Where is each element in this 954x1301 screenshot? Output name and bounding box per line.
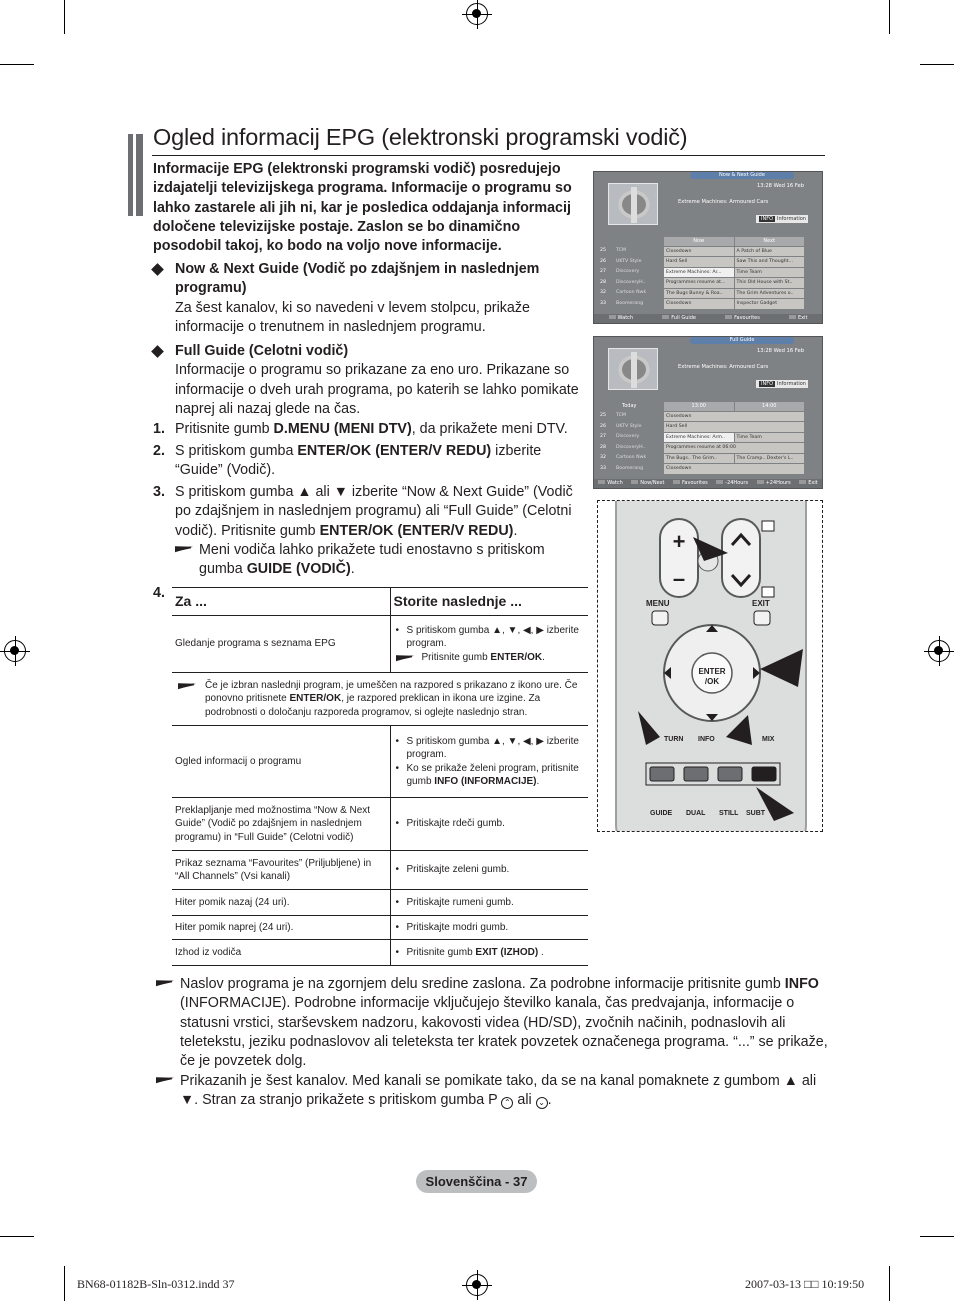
epg-row: 25 TCM Closedown A Patch of Blue: [600, 246, 805, 257]
screen-title: Full Guide: [690, 337, 794, 344]
title-rule: [152, 155, 825, 156]
info-note: Naslov programa je na zgornjem delu sredine zaslona. Za podrobne informacije pritisnite gumb INFO (INFORMACIJE). Podrobne informacije vključujejo številko kanala, čas predvajanja, informacije o statusni vrstici, starševskem nadzoru, kakovosti videa (HD/SD), zvočnih načinih, podnaslovih ali teletekstu, jeziku podnaslovov ali teleteksta ter kratek povzetek označenega programa. “...” se prikaže, če je povzetek dolg.: [156, 975, 828, 1071]
p-down-icon: ⌄: [536, 1097, 548, 1109]
crop-mark: [0, 64, 34, 65]
screen-program: Extreme Machines: Armoured Cars: [678, 364, 769, 370]
still-label: STILL: [719, 810, 739, 817]
step-2: 2. S pritiskom gumba ENTER/OK (ENTER/V REDU) izberite “Guide” (Vodič).: [153, 443, 542, 479]
screen-program: Extreme Machines: Armoured Cars: [678, 199, 769, 205]
epg-row: 25 TCM Closedown: [600, 411, 805, 422]
crop-mark: [889, 1266, 890, 1301]
note-arrow-icon: [156, 978, 176, 988]
crop-mark: [64, 0, 65, 34]
diamond-bullet-icon: [151, 345, 164, 358]
step-1: 1. Pritisnite gumb D.MENU (MENI DTV), da prikažete meni DTV.: [153, 421, 568, 437]
ok-label: /OK: [704, 677, 720, 686]
note-arrow-icon: [175, 544, 195, 554]
screen-footer: Watch Now/Next Favourites -24Hours +24Hours Exit: [594, 479, 822, 488]
registration-mark-icon: [466, 3, 488, 25]
epg-row: 28 DiscoveryH.. Programmes resume at... This Old House with St..: [600, 278, 805, 289]
yellow-button: [718, 767, 742, 781]
epg-screen-now-next: [593, 171, 823, 324]
crop-mark: [0, 1236, 34, 1237]
crop-mark: [889, 0, 890, 34]
epg-row: 28 DiscoveryH.. Programmes resume at 06:00: [600, 443, 805, 454]
epg-grid: Today 13:00 14:00 25 TCM Closedown 26 UKTV Style Hard Sell 27 Discovery Extreme Machines: Arm.. Time Team 28 DiscoveryH.. Programmes resume at 06:00 32 Cartoon Nwk The Bugs.. The Grim.. The Cramp.. Dexter's L.. 33 Boomerang Closedown: [600, 402, 805, 474]
remote-drawing: [598, 501, 823, 832]
step-3-note: Meni vodiča lahko prikažete tudi enostavno s pritiskom gumba GUIDE (VODIČ).: [175, 541, 575, 580]
crop-mark: [920, 1236, 954, 1237]
p-up-icon: ⌃: [501, 1097, 513, 1109]
bullet-text: Informacije o programu so prikazane za eno uro. Prikazane so informacije o dveh urah programa, po katerih se lahko pomikate naprej ali nazaj glede na čas.: [175, 362, 579, 417]
svg-text:–: –: [672, 566, 686, 591]
actions-table: [172, 587, 588, 966]
crop-mark: [64, 1266, 65, 1301]
page-title: Ogled informacij EPG (elektronski programski vodič): [153, 124, 688, 150]
epg-row: 32 Cartoon Nwk The Bugs.. The Grim.. The Cramp.. Dexter's L..: [600, 453, 805, 464]
red-button: [650, 767, 674, 781]
note-arrow-icon: [396, 653, 416, 663]
screen-title: Now & Next Guide: [690, 172, 794, 179]
table-row: Prikaz seznama “Favourites” (Priljubljene) in “All Channels” (Vsi kanali) • Pritiskajte zeleni gumb.: [172, 851, 588, 890]
remote-illustration: [597, 500, 823, 832]
bullet-heading: Full Guide (Celotni vodič): [175, 343, 349, 359]
registration-mark-icon: [4, 640, 26, 662]
bullet-full-guide: [153, 342, 583, 419]
screen-footer: Watch Full Guide Favourites Exit: [594, 314, 822, 323]
table-row-note: Če je izbran naslednji program, je umeščen na razpored s prikazano z ikono ure. Če ponovno pritisnete ENTER/OK, je razpored preklican in ikona ure izgine. Za podrobnosti o določanju razporeda programov, si oglejte naslednjo stran.: [172, 673, 588, 726]
registration-mark-icon: [466, 1274, 488, 1296]
epg-screen-full-guide: [593, 336, 823, 489]
table-row: Hiter pomik nazaj (24 uri). • Pritiskajte rumeni gumb.: [172, 890, 588, 916]
epg-row: 33 Boomerang Closedown: [600, 464, 805, 475]
return-label: TURN: [664, 736, 684, 743]
epg-row: 32 Cartoon Nwk The Bugs Bunny & Roa.. The Grim Adventures o..: [600, 288, 805, 299]
title-side-bar: [128, 134, 143, 216]
table-row: Ogled informacij o programu • S pritiskom gumba ▲, ▼, ◀, ▶ izberite program. • Ko se prikaže želeni program, pritisnite gumb INFO (INFORMACIJE).: [172, 726, 588, 798]
screen-date: 13:28 Wed 16 Feb: [757, 183, 804, 189]
subt-label: SUBT: [746, 810, 766, 817]
enter-label: ENTER: [698, 667, 726, 676]
epg-row: 26 UKTV Style Hard Sell: [600, 422, 805, 433]
epg-row: 27 Discovery Extreme Machines: Arm.. Time Team: [600, 432, 805, 443]
bullet-text: Za šest kanalov, ki so navedeni v levem stolpcu, prikaže informacije o trenutnem in naslednjem programu.: [175, 299, 530, 335]
exit-label: EXIT: [752, 599, 770, 608]
page-number-badge: Slovenščina - 37: [416, 1170, 537, 1193]
note-arrow-icon: [156, 1075, 176, 1085]
mix-label: MIX: [762, 736, 775, 743]
blue-button: [752, 767, 776, 781]
tv-thumbnail: [608, 183, 658, 225]
table-row: Izhod iz vodiča • Pritisnite gumb EXIT (IZHOD) .: [172, 940, 588, 966]
tv-thumbnail: [608, 348, 658, 390]
bullet-now-next: [153, 260, 583, 337]
bullet-heading: Now & Next Guide (Vodič po zdajšnjem in naslednjem programu): [175, 261, 540, 297]
channels-note: Prikazanih je šest kanalov. Med kanali se pomikate tako, da se na kanal pomaknete z gumbom ▲ ali ▼. Stran za stranjo prikažete s pritiskom gumba P ⌃ ali ⌄ .: [156, 1072, 828, 1111]
intro-paragraph: Informacije EPG (elektronski programski vodič) posredujejo izdajatelji televizijskega programa. Informacije o programu so lahko zastarele ali jih ni, kar je posledica oddajanja informacij določene televizijske postaje. Zaslon se bo dinamično posodobil takoj, ko bodo na voljo nove informacije.: [153, 161, 572, 255]
registration-mark-icon: [928, 640, 950, 662]
diamond-bullet-icon: [151, 263, 164, 276]
table-row: Gledanje programa s seznama EPG • S pritiskom gumba ▲, ▼, ◀, ▶ izberite program. • Pritisnite gumb ENTER/OK.: [172, 616, 588, 673]
menu-label: MENU: [646, 599, 670, 608]
svg-text:+: +: [672, 529, 686, 554]
epg-row: 26 UKTV Style Hard Sell Saw This and Thought...: [600, 257, 805, 268]
print-file-info: BN68-01182B-Sln-0312.indd 37: [77, 1277, 235, 1291]
crop-mark: [920, 64, 954, 65]
table-row: Preklapljanje med možnostima “Now & Next Guide” (Vodič po zdajšnjem in naslednjem programu) in “Full Guide” (Celotni vodič) • Pritiskajte rdeči gumb.: [172, 798, 588, 851]
print-date-info: 2007-03-13 □□ 10:19:50: [745, 1277, 865, 1291]
table-row: Hiter pomik naprej (24 uri). • Pritiskajte modri gumb.: [172, 916, 588, 940]
note-arrow-icon: [178, 681, 198, 691]
info-button: INFO Information: [756, 380, 808, 388]
epg-row: 33 Boomerang Closedown Inspector Gadget: [600, 299, 805, 310]
info-button: INFO Information: [756, 215, 808, 223]
epg-row: 27 Discovery Extreme Machines: Ar... Time Team: [600, 267, 805, 278]
step-3: 3. S pritiskom gumba ▲ ali ▼ izberite “Now & Next Guide” (Vodič po zdajšnjem in naslednjem programu) ali “Full Guide” (Celotni vodič). Pritisnite gumb ENTER/OK (ENTER/V REDU).: [153, 484, 573, 539]
table-header: Za ... Storite naslednje ...: [172, 588, 588, 616]
screen-date: 13:28 Wed 16 Feb: [757, 348, 804, 354]
guide-label: GUIDE: [650, 810, 673, 817]
dual-label: DUAL: [686, 810, 706, 817]
green-button: [684, 767, 708, 781]
epg-grid: Now Next 25 TCM Closedown A Patch of Blue 26 UKTV Style Hard Sell Saw This and Thought... 27 Discovery Extreme Machines: Ar... Time Team 28 DiscoveryH.. Programmes resume at... This Old House with St.. 32 Cartoon Nwk The Bugs Bunny & Roa.. The Grim Adventures o.. 33 Boomerang Closedown Inspector Gadget: [600, 237, 805, 309]
info-label: INFO: [698, 736, 715, 743]
